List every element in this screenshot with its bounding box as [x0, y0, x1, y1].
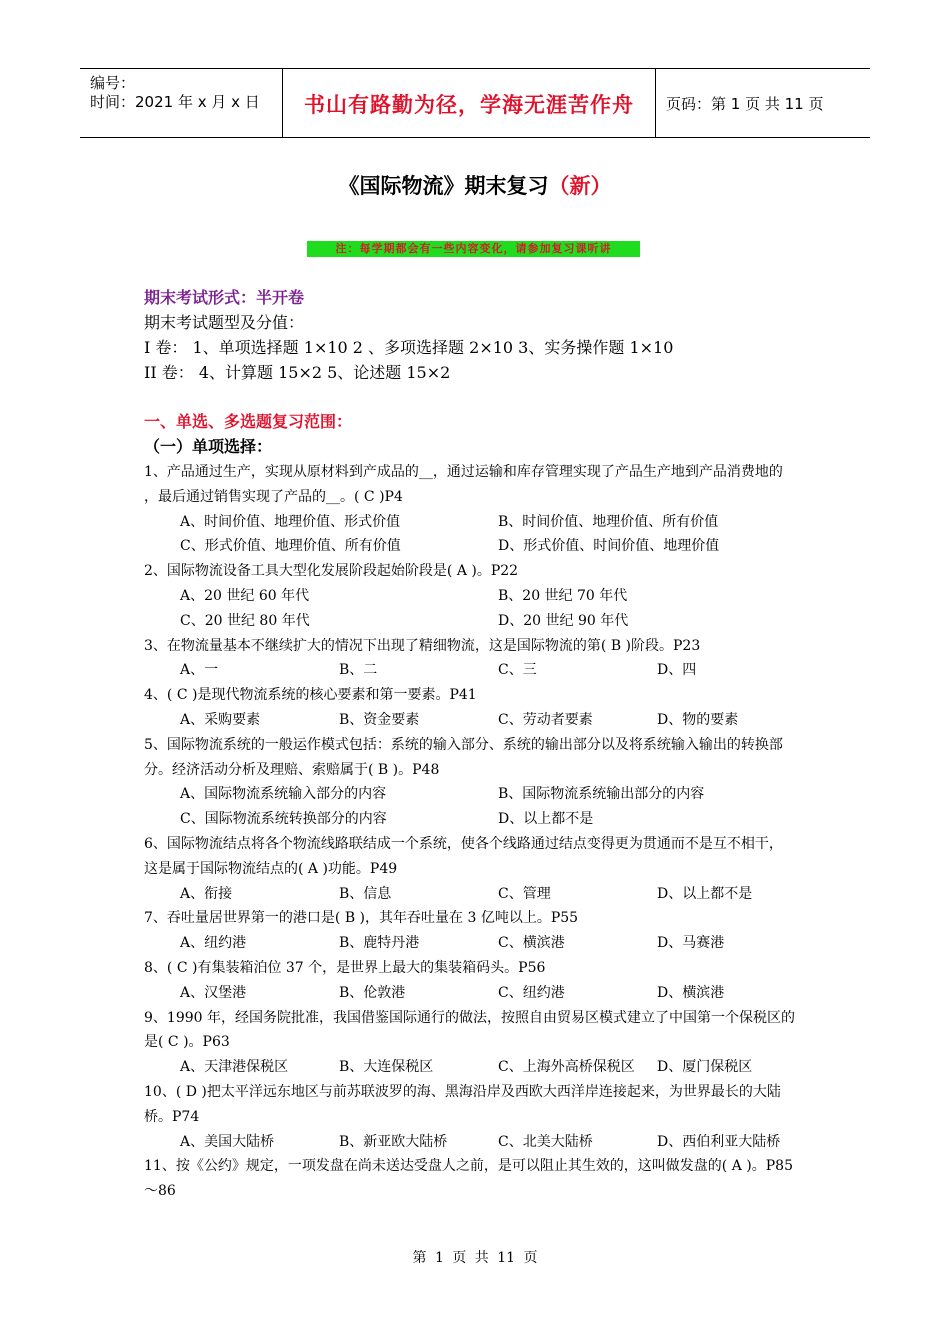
title-main: 《国际物流》期末复习	[338, 174, 549, 198]
answer-option: A、纽约港	[180, 935, 247, 952]
answer-option: C、形式价值、地理价值、所有价值	[180, 538, 401, 555]
answer-option: D、横滨港	[657, 984, 725, 1001]
answer-option: B、时间价值、地理价值、所有价值	[498, 513, 719, 530]
question-line: 2、国际物流设备工具大型化发展阶段起始阶段是( A )。P22	[144, 563, 519, 580]
answer-option: D、形式价值、时间价值、地理价值	[498, 538, 720, 555]
answer-option: A、采购要素	[180, 712, 261, 728]
answer-option: A、天津港保税区	[180, 1059, 289, 1076]
answer-option: C、20 世纪 80 年代	[180, 612, 310, 629]
document-date-label: 时间：2021 年 x 月 x 日	[90, 93, 260, 111]
question-line: 1、产品通过生产，实现从原材料到产成品的__，通过运输和库存管理实现了产品生产地到产品消费地的	[144, 464, 783, 480]
question-line: 桥。P74	[144, 1108, 200, 1125]
title-suffix: （新）	[548, 174, 612, 198]
answer-option: B、信息	[339, 885, 392, 902]
answer-option: D、以上都不是	[657, 885, 753, 902]
answer-option: B、20 世纪 70 年代	[498, 588, 628, 604]
question-line: 7、吞吐量居世界第一的港口是( B )，其年吞吐量在 3 亿吨以上。P55	[144, 910, 579, 927]
answer-option: A、汉堡港	[180, 984, 247, 1001]
answer-option: D、20 世纪 90 年代	[498, 612, 629, 629]
header-meta-cell	[80, 69, 283, 137]
answer-option: A、时间价值、地理价值、形式价值	[180, 513, 401, 530]
document-title	[0, 170, 950, 200]
answer-option: C、国际物流系统转换部分的内容	[180, 811, 387, 828]
section-heading: 一、单选、多选题复习范围：	[144, 412, 353, 431]
question-line: 5、国际物流系统的一般运作模式包括：系统的输入部分、系统的输出部分以及将系统输入输出的转换部	[144, 736, 783, 753]
question-line: 9、1990 年，经国务院批准，我国借鉴国际通行的做法，按照自由贸易区模式建立了中国第一个保税区的	[144, 1009, 795, 1026]
question-line: ，最后通过销售实现了产品的__。( C )P4	[144, 488, 403, 505]
answer-option: A、一	[180, 662, 219, 679]
answer-option: D、四	[657, 662, 697, 679]
answer-option: B、大连保税区	[339, 1059, 434, 1076]
answer-option: B、鹿特丹港	[339, 935, 420, 952]
question-line: 这是属于国际物流结点的( A )功能。P49	[144, 860, 398, 877]
answer-option: C、劳动者要素	[498, 712, 593, 728]
question-line: ～86	[144, 1183, 176, 1200]
answer-option: A、衔接	[180, 885, 233, 902]
exam-format: 期末考试形式：半开卷	[144, 288, 305, 307]
question-line: 10、( D )把太平洋远东地区与前苏联波罗的海、黑海沿岸及西欧大西洋岸连接起来，为世界最长的大陆	[144, 1084, 781, 1100]
answer-option: D、物的要素	[657, 712, 739, 728]
question-line: 4、( C )是现代物流系统的核心要素和第一要素。P41	[144, 687, 477, 704]
document-number-label: 编号：	[90, 74, 136, 92]
answer-option: B、资金要素	[339, 712, 420, 728]
question-line: 3、在物流量基本不继续扩大的情况下出现了精细物流，这是国际物流的第( B )阶段。P23	[144, 637, 701, 654]
question-line: 分。经济活动分析及理赔、索赔属于( B )。P48	[144, 761, 440, 778]
answer-option: D、马赛港	[657, 935, 725, 952]
answer-option: A、美国大陆桥	[180, 1133, 275, 1150]
question-line: 8、( C )有集装箱泊位 37 个，是世界上最大的集装箱码头。P56	[144, 960, 546, 976]
question-line: 6、国际物流结点将各个物流线路联结成一个系统，使各个线路通过结点变得更为贯通而不是互不相干，	[144, 836, 783, 852]
answer-option: D、以上都不是	[498, 811, 594, 828]
subsection-heading: （一）单项选择：	[144, 437, 273, 456]
header-page-cell	[656, 69, 870, 137]
exam-paper-2: II 卷： 4、计算题 15×2 5、论述题 15×2	[144, 363, 451, 382]
answer-option: D、厦门保税区	[657, 1059, 753, 1076]
answer-option: D、西伯利亚大陆桥	[657, 1133, 781, 1150]
header-page-info: 页码：第 1 页 共 11 页	[666, 95, 824, 113]
answer-option: A、20 世纪 60 年代	[180, 588, 310, 604]
answer-option: A、国际物流系统输入部分的内容	[180, 786, 387, 803]
answer-option: C、北美大陆桥	[498, 1133, 593, 1150]
answer-option: B、国际物流系统输出部分的内容	[498, 786, 705, 803]
answer-option: C、上海外高桥保税区	[498, 1059, 635, 1076]
exam-types-label: 期末考试题型及分值：	[144, 313, 305, 332]
header-motto-cell	[283, 69, 656, 137]
header-motto: 书山有路勤为径，学海无涯苦作舟	[304, 93, 634, 117]
answer-option: C、管理	[498, 885, 551, 902]
question-line: 11、按《公约》规定，一项发盘在尚未送达受盘人之前，是可以阻止其生效的，这叫做发盘的( A )。P85	[144, 1158, 793, 1175]
page-header	[80, 68, 870, 138]
answer-option: C、纽约港	[498, 984, 565, 1001]
question-line: 是( C )。P63	[144, 1034, 230, 1051]
answer-option: C、三	[498, 662, 537, 679]
answer-option: B、新亚欧大陆桥	[339, 1133, 448, 1150]
answer-option: B、二	[339, 662, 378, 679]
answer-option: B、伦敦港	[339, 984, 406, 1001]
page-footer: 第 1 页 共 11 页	[412, 1250, 538, 1266]
highlighted-note: 注：每学期都会有一些内容变化，请参加复习课听讲	[307, 241, 640, 257]
exam-paper-1: I 卷： 1、单项选择题 1×10 2 、多项选择题 2×10 3、实务操作题 1×10	[144, 338, 674, 357]
answer-option: C、横滨港	[498, 935, 565, 952]
